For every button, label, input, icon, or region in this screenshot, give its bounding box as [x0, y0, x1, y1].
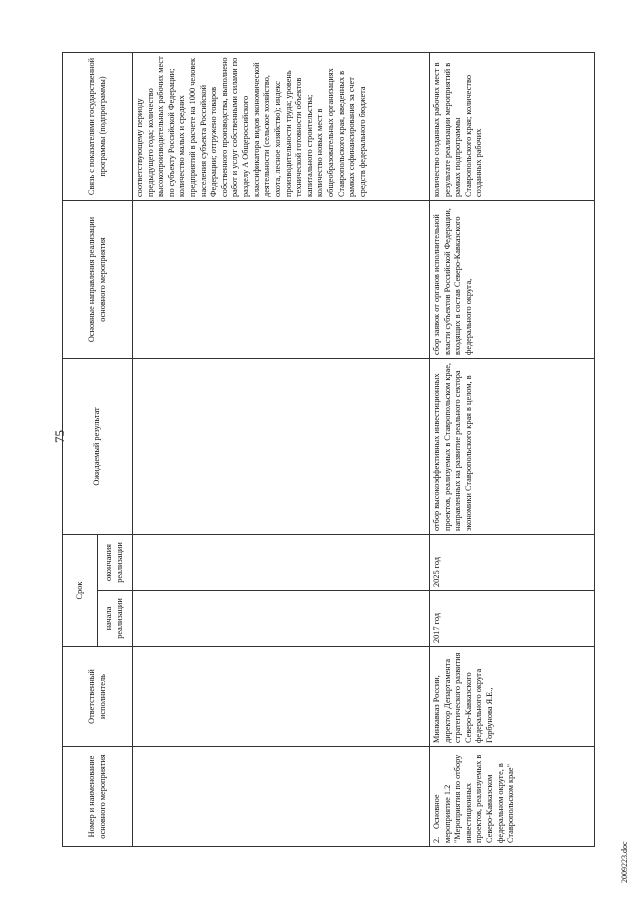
header-end: окончания реализации [98, 535, 133, 591]
header-result: Ожидаемый результат [63, 359, 133, 535]
cell-executor: Минкавказ России, директор Департамента стратегического развития Северо-Кавказского федерального округа Горбунова Я.Е., [430, 647, 595, 747]
cell-empty [133, 747, 430, 847]
cell-empty [133, 201, 430, 359]
header-link: Связь с показателями государственной программы (подпрограммы) [63, 53, 133, 201]
header-start: начала реализации [98, 591, 133, 647]
cell-end: 2025 год [430, 535, 595, 591]
row-number: 2. [432, 836, 441, 843]
table-row [430, 53, 595, 847]
cell-empty [133, 535, 430, 591]
document-filename: 2009223.doc [620, 841, 629, 883]
cell-empty [133, 591, 430, 647]
cell-empty [133, 359, 430, 535]
cell-link-continued: соответствующему периоду предыдущего года; количество высокопроизводительных рабочих мест по субъекту Российской Федерации; количество малых и средних предприятий в расчете на 1000 человек населения субъекта Российской Федерации; отгружено товаров собственного производства, выполнено работ и услуг собственными силами по разделу А Общероссийского классификатора видов экономической деятельности (сельское хозяйство, охота, лесное хозяйство); индекс производительности труда; уровень технической готовности объектов капитального строительства; количество новых мест в общеобразовательных организациях Ставропольского края, введенных в рамках софинансирования за счет средств федерального бюджета [133, 53, 430, 201]
cell-empty [133, 647, 430, 747]
header-term: Срок [63, 535, 98, 647]
measure-text: Основное мероприятие 1.2 "Мероприятия по отбору инвестиционных проектов, реализуемых в Северо-Кавказском федеральном округе, в Ставропольском крае" [432, 754, 516, 843]
header-directions: Основные направления реализации основного мероприятия [63, 201, 133, 359]
page-number: 75 [52, 430, 67, 443]
table-header-row [63, 53, 98, 847]
table-row-continued [133, 53, 430, 847]
program-table [62, 52, 595, 847]
cell-link: количество созданных рабочих мест в результате реализации мероприятий в рамках подпрограммы Ставропольского края; количество созданных рабочих [430, 53, 595, 201]
header-executor: Ответственный исполнитель [63, 647, 133, 747]
cell-directions: сбор заявок от органов исполнительной власти субъектов Российской Федерации, входящих в состав Северо-Кавказского федерального округа, [430, 201, 595, 359]
cell-measure [430, 747, 595, 847]
cell-start: 2017 год [430, 591, 595, 647]
cell-result: отбор высокоэффективных инвестиционных проектов, реализуемых в Ставропольском крае, направленных на развитие реального сектора экономики Ставропольского края в целом, в [430, 359, 595, 535]
header-measure: Номер и наименование основного мероприятия [63, 747, 133, 847]
